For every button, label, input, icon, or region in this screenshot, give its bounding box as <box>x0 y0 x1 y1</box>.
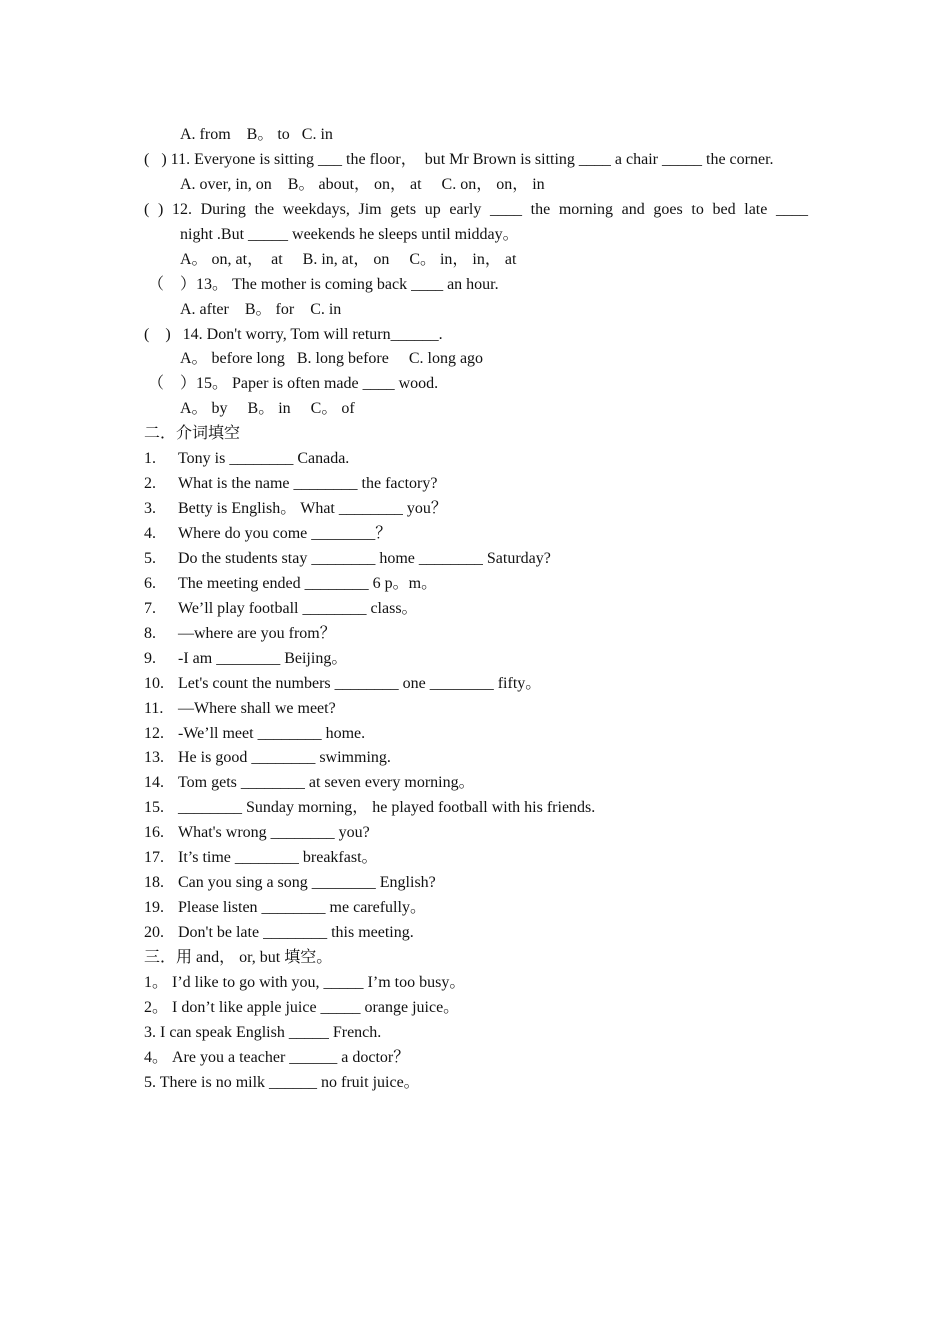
list-item <box>144 722 808 747</box>
list-item: 3. I can speak English _____ French. <box>144 1023 382 1041</box>
item-number: 12. <box>144 724 164 742</box>
list-item <box>144 647 808 672</box>
item-text: Let's count the numbers ________ one ________ fifty。 <box>178 674 542 692</box>
q12-question-cont: night .But _____ weekends he sleeps until midday。 <box>180 225 519 243</box>
item-text: Please listen ________ me carefully。 <box>178 899 426 917</box>
list-item <box>144 846 808 871</box>
item-number: 7. <box>144 599 156 617</box>
section2-prepositions <box>144 422 808 946</box>
section3-title: 三．用 and， or, but 填空。 <box>144 948 333 966</box>
item-text: Betty is English。 What ________ you？ <box>178 500 447 518</box>
item-text: —Where shall we meet? <box>178 699 336 717</box>
list-item <box>144 921 808 946</box>
worksheet-content <box>144 123 808 1096</box>
section2-title: 二．介词填空 <box>144 425 241 443</box>
list-item <box>144 796 808 821</box>
item-text: Can you sing a song ________ English? <box>178 874 436 892</box>
item-number: 3. <box>144 500 156 518</box>
list-item: 1。 I’d like to go with you, _____ I’m too busy。 <box>144 973 466 991</box>
q14-options: A。 before long B. long before C. long ago <box>180 350 484 368</box>
item-text: —where are you from？ <box>178 624 336 642</box>
list-item <box>144 572 808 597</box>
item-text: -We’ll meet ________ home. <box>178 724 366 742</box>
list-item: 4。 Are you a teacher ______ a doctor？ <box>144 1048 410 1066</box>
q11-options: A. over, in, on B。 about， on， at C. on， on， in <box>180 175 545 193</box>
list-item <box>144 871 808 896</box>
q11-question: ( ) 11. Everyone is sitting ___ the floor， but Mr Brown is sitting ____ a chair _____ the corner. <box>144 150 774 168</box>
q12-question: ( ) 12. During the weekdays, Jim gets up early ____ the morning and goes to bed late ____ <box>144 200 808 218</box>
item-number: 11. <box>144 699 164 717</box>
item-number: 2. <box>144 475 156 493</box>
item-number: 5. <box>144 549 156 567</box>
item-number: 14. <box>144 774 164 792</box>
item-text: What's wrong ________ you? <box>178 824 370 842</box>
list-item <box>144 547 808 572</box>
q10-options: A. from B。 to C. in <box>180 126 333 143</box>
list-item <box>144 447 808 472</box>
item-text: Do the students stay ________ home ________ Saturday? <box>178 549 551 567</box>
q13-question: （ ）13。 The mother is coming back ____ an hour. <box>144 275 499 293</box>
item-text: Where do you come ________？ <box>178 525 392 542</box>
item-number: 20. <box>144 924 164 941</box>
item-text: What is the name ________ the factory? <box>178 475 438 493</box>
item-text: Don't be late ________ this meeting. <box>178 924 414 941</box>
q15-question: （ ）15。 Paper is often made ____ wood. <box>144 375 439 393</box>
list-item <box>144 896 808 921</box>
item-number: 19. <box>144 899 164 917</box>
item-text: It’s time ________ breakfast。 <box>178 849 378 867</box>
list-item: 5. There is no milk ______ no fruit juice。 <box>144 1073 420 1091</box>
item-number: 18. <box>144 874 164 892</box>
list-item <box>144 597 808 622</box>
item-number: 13. <box>144 749 164 767</box>
item-number: 16. <box>144 824 164 842</box>
list-item <box>144 821 808 846</box>
section3-conjunctions <box>144 946 808 1096</box>
item-text: Tony is ________ Canada. <box>178 450 350 468</box>
section1-multiple-choice <box>144 123 808 422</box>
item-text: We’ll play football ________ class。 <box>178 599 418 617</box>
item-number: 6. <box>144 574 156 592</box>
list-item <box>144 497 808 522</box>
item-number: 8. <box>144 624 156 642</box>
list-item <box>144 771 808 796</box>
q12-options: A。 on, at， at B. in, at， on C。 in， in， at <box>180 250 517 268</box>
item-number: 15. <box>144 799 164 817</box>
list-item: 2。 I don’t like apple juice _____ orange juice。 <box>144 998 460 1016</box>
list-item <box>144 746 808 771</box>
list-item <box>144 472 808 497</box>
item-text: He is good ________ swimming. <box>178 749 391 767</box>
list-item <box>144 672 808 697</box>
item-number: 17. <box>144 849 164 867</box>
item-number: 4. <box>144 525 156 542</box>
list-item <box>144 522 808 547</box>
list-item <box>144 622 808 647</box>
item-text: The meeting ended ________ 6 p。m。 <box>178 574 438 592</box>
item-text: -I am ________ Beijing。 <box>178 649 348 667</box>
q13-options: A. after B。 for C. in <box>180 300 342 318</box>
list-item <box>144 697 808 722</box>
q14-question: ( ) 14. Don't worry, Tom will return______. <box>144 325 443 343</box>
q15-options: A。 by B。 in C。 of <box>180 400 355 418</box>
item-number: 10. <box>144 674 164 692</box>
item-text: Tom gets ________ at seven every morning。 <box>178 774 475 792</box>
item-number: 1. <box>144 450 156 468</box>
item-text: ________ Sunday morning， he played football with his friends. <box>178 799 596 817</box>
item-number: 9. <box>144 649 156 667</box>
